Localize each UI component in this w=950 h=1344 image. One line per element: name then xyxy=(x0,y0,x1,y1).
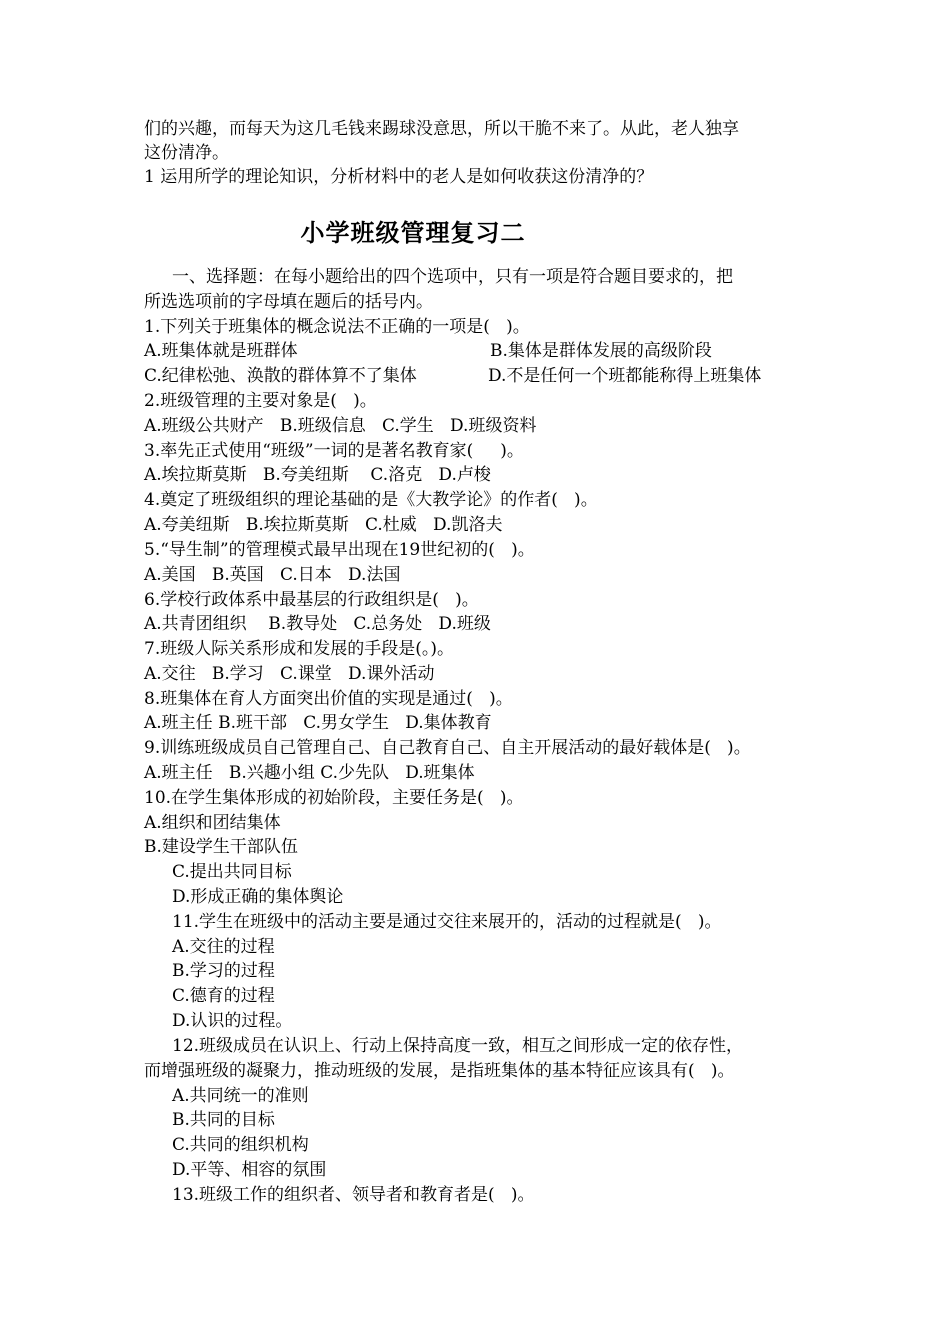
question-10-option-d: D.形成正确的集体舆论 xyxy=(172,887,344,907)
question-12-stem-line-2: 而增强班级的凝聚力，推动班级的发展，是指班集体的基本特征应该具有( )。 xyxy=(144,1061,735,1081)
question-3-stem: 3.率先正式使用“班级”一词的是著名教育家( )。 xyxy=(144,441,524,461)
page-title: 小学班级管理复习二 xyxy=(300,219,526,247)
intro-question: 1 运用所学的理论知识，分析材料中的老人是如何收获这份清净的？ xyxy=(144,167,654,187)
question-12-stem-line-1: 12.班级成员在认识上、行动上保持高度一致，相互之间形成一定的依存性， xyxy=(172,1036,744,1056)
question-8-stem: 8.班集体在育人方面突出价值的实现是通过( )。 xyxy=(144,689,513,709)
question-4-options: A.夸美纽斯 B.埃拉斯莫斯 C.杜威 D.凯洛夫 xyxy=(144,515,503,535)
question-5-stem: 5.“导生制”的管理模式最早出现在19世纪初的( )。 xyxy=(144,540,535,560)
question-11-option-c: C.德育的过程 xyxy=(172,986,275,1006)
question-10-option-c: C.提出共同目标 xyxy=(172,862,292,882)
question-11-stem: 11.学生在班级中的活动主要是通过交往来展开的，活动的过程就是( )。 xyxy=(172,912,722,932)
question-6-stem: 6.学校行政体系中最基层的行政组织是( )。 xyxy=(144,590,479,610)
question-2-options: A.班级公共财产 B.班级信息 C.学生 D.班级资料 xyxy=(144,416,537,436)
question-12-option-b: B.共同的目标 xyxy=(172,1110,275,1130)
question-7-options: A.交往 B.学习 C.课堂 D.课外活动 xyxy=(144,664,435,684)
question-11-option-d: D.认识的过程。 xyxy=(172,1011,293,1031)
question-8-options: A.班主任 B.班干部 C.男女学生 D.集体教育 xyxy=(144,713,492,733)
intro-line-1: 们的兴趣，而每天为这几毛钱来踢球没意思，所以干脆不来了。从此，老人独享 xyxy=(144,119,739,139)
question-13-stem: 13.班级工作的组织者、领导者和教育者是( )。 xyxy=(172,1185,535,1205)
instructions-line-1: 一、选择题：在每小题给出的四个选项中，只有一项是符合题目要求的，把 xyxy=(172,267,733,287)
question-2-stem: 2.班级管理的主要对象是( )。 xyxy=(144,391,377,411)
question-11-option-a: A.交往的过程 xyxy=(172,937,275,957)
question-10-stem: 10.在学生集体形成的初始阶段，主要任务是( )。 xyxy=(144,788,524,808)
question-1-option-d: D.不是任何一个班都能称得上班集体 xyxy=(488,366,762,386)
question-9-options: A.班主任 B.兴趣小组 C.少先队 D.班集体 xyxy=(144,763,475,783)
question-6-options: A.共青团组织 B.教导处 C.总务处 D.班级 xyxy=(144,614,491,634)
question-5-options: A.美国 B.英国 C.日本 D.法国 xyxy=(144,565,401,585)
question-4-stem: 4.奠定了班级组织的理论基础的是《大教学论》的作者( )。 xyxy=(144,490,598,510)
question-12-option-d: D.平等、相容的氛围 xyxy=(172,1160,327,1180)
question-12-option-c: C.共同的组织机构 xyxy=(172,1135,309,1155)
question-10-option-a: A.组织和团结集体 xyxy=(144,813,281,833)
question-11-option-b: B.学习的过程 xyxy=(172,961,275,981)
question-1-stem: 1.下列关于班集体的概念说法不正确的一项是( )。 xyxy=(144,317,530,337)
question-1-option-a: A.班集体就是班群体 xyxy=(144,341,298,361)
question-9-stem: 9.训练班级成员自己管理自己、自己教育自己、自主开展活动的最好载体是( )。 xyxy=(144,738,751,758)
intro-line-2: 这份清净。 xyxy=(144,143,229,163)
instructions-line-2: 所选选项前的字母填在题后的括号内。 xyxy=(144,292,433,312)
question-12-option-a: A.共同统一的准则 xyxy=(172,1086,309,1106)
question-1-option-c: C.纪律松弛、涣散的群体算不了集体 xyxy=(144,366,417,386)
question-10-option-b: B.建设学生干部队伍 xyxy=(144,837,298,857)
question-1-option-b: B.集体是群体发展的高级阶段 xyxy=(490,341,712,361)
question-3-options: A.埃拉斯莫斯 B.夸美纽斯 C.洛克 D.卢梭 xyxy=(144,465,491,485)
question-7-stem: 7.班级人际关系形成和发展的手段是(。)。 xyxy=(144,639,454,659)
